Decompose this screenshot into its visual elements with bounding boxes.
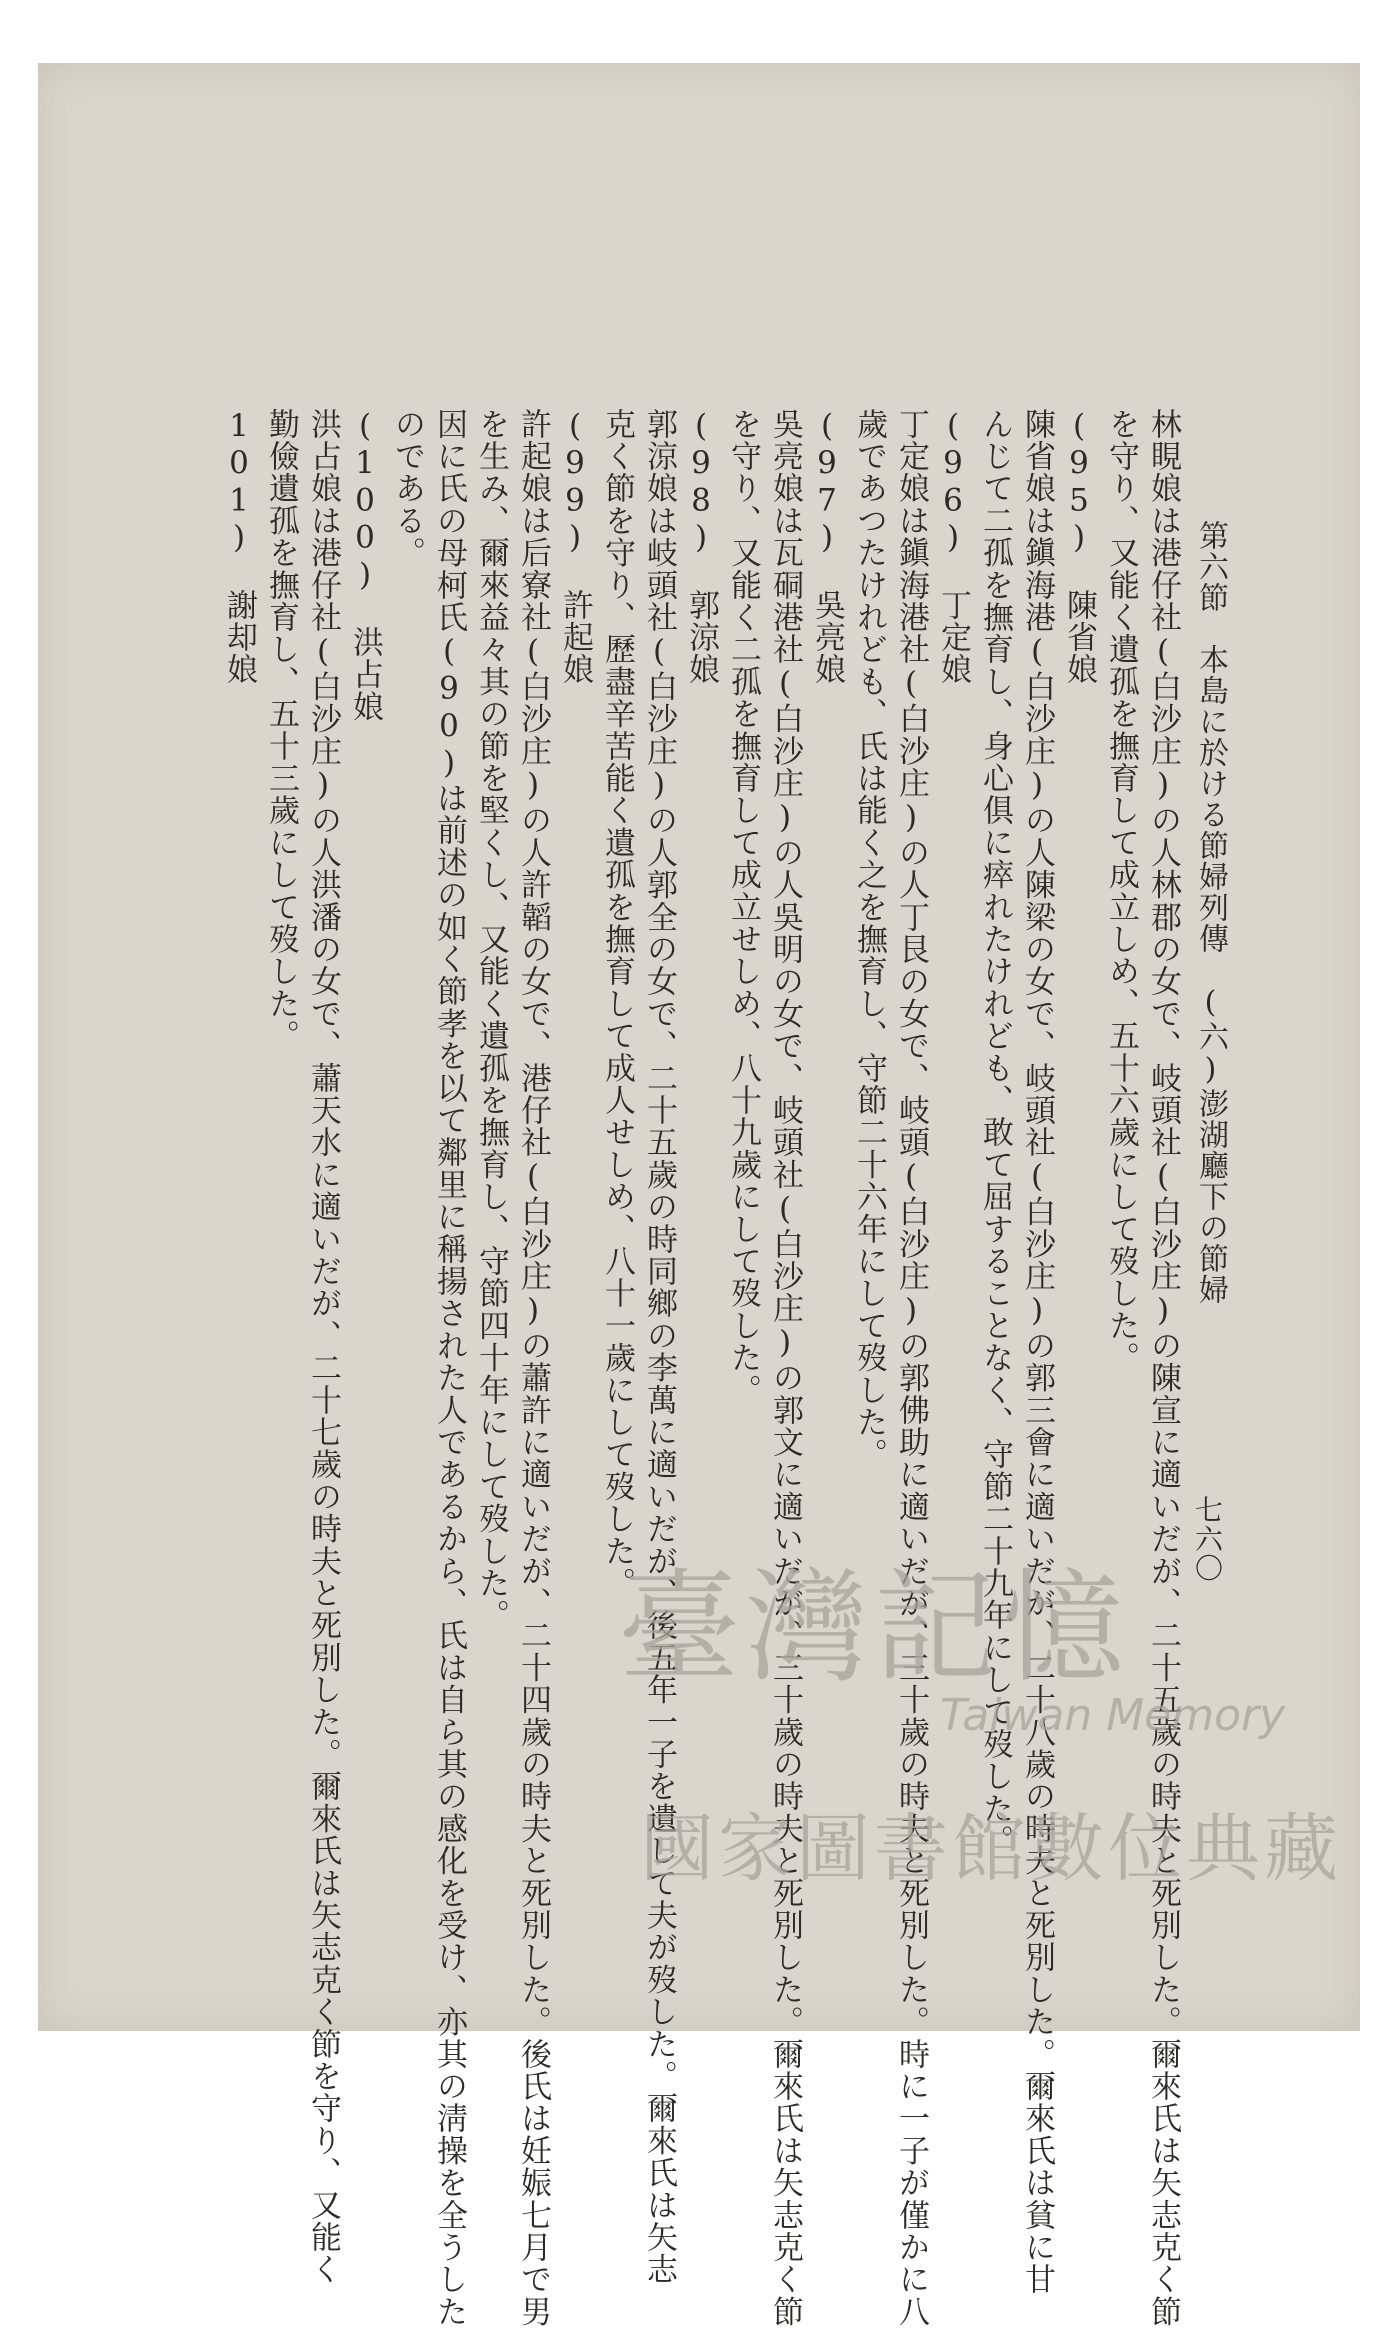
entry-heading: (96) 丁定娘	[935, 408, 971, 686]
text-column: 勤儉遺孤を撫育し、五十三歲にして歿した。	[263, 408, 299, 1052]
text-column: を生み、爾來益々其の節を堅くし、又能く遺孤を撫育し、守節四十年にして歿した。	[473, 408, 509, 1632]
text-column: 郭涼娘は岐頭社(白沙庄)の人郭全の女で、二十五歲の時同鄉の李萬に適いだが、後五年一子を遺して夫が歿した。爾來氏は矢志	[641, 408, 677, 2286]
text-column: のである。	[389, 408, 425, 569]
text-column: 洪占娘は港仔社(白沙庄)の人洪潘の女で、蕭天水に適いだが、二十七歲の時夫と死別した。爾來氏は矢志克く節を守り、又能く	[305, 408, 341, 2286]
running-head: 第六節 本島に於ける節婦列傳 (六)澎湖廳下の節婦	[1193, 520, 1228, 1305]
text-column: を守り、又能く二孤を撫育して成立せしめ、八十九歲にして歿した。	[725, 408, 761, 1407]
entry-heading: (97) 吳亮娘	[809, 408, 845, 686]
entry-heading: 101) 謝却娘	[221, 408, 257, 686]
text-column: 克く節を守り、歷盡辛苦能く遺孤を撫育して成人せしめ、八十一歲にして歿した。	[599, 408, 635, 1600]
watermark-subtitle: 國家圖書館數位典藏	[640, 1806, 1342, 1892]
page-number: 七六〇	[1191, 1495, 1224, 1583]
entry-heading: (95) 陳省娘	[1061, 408, 1097, 686]
text-column: 歲であつたけれども、氏は能く之を撫育し、守節二十六年にして歿した。	[851, 408, 887, 1471]
text-column: 陳省娘は鎭海港(白沙庄)の人陳梁の女で、岐頭社(白沙庄)の郭三會に適いだが、二十八歲の時夫と死別した。爾來氏は貧に甘	[1019, 408, 1055, 2296]
text-column: 因に氏の母柯氏(90)は前述の如く節孝を以て鄰里に稱揚された人であるから、氏は自ら其の感化を受け、亦其の淸操を全うした	[431, 408, 467, 2328]
text-column: 林睍娘は港仔社(白沙庄)の人林郡の女で、岐頭社(白沙庄)の陳宣に適いだが、二十五歲の時夫と死別した。爾來氏は矢志克く節	[1145, 408, 1181, 2328]
entry-heading: (98) 郭涼娘	[683, 408, 719, 686]
text-column: んじて二孤を撫育し、身心俱に瘁れたけれども、敢て屈することなく、守節二十九年にして歿した。	[977, 408, 1013, 1857]
watermark-title: 臺灣記憶	[618, 1557, 1130, 1699]
entry-heading: (100) 洪占娘	[347, 408, 383, 723]
entry-heading: (99) 許起娘	[557, 408, 593, 686]
text-column: 吳亮娘は瓦硐港社(白沙庄)の人吳明の女で、岐頭社(白沙庄)の郭文に適いだが、三十歲の時夫と死別した。爾來氏は矢志克く節	[767, 408, 803, 2328]
text-column: 丁定娘は鎭海港社(白沙庄)の人丁艮の女で、岐頭(白沙庄)の郭佛助に適いだが、三十歲の時夫と死別した。時に一子が僅かに八	[893, 408, 929, 2328]
text-column: を守り、又能く遺孤を撫育して成立しめ、五十六歲にして歿した。	[1103, 408, 1139, 1374]
text-column: 許起娘は后寮社(白沙庄)の人許韜の女で、港仔社(白沙庄)の蕭許に適いだが、二十四歲の時夫と死別した。後氏は妊娠七月で男	[515, 408, 551, 2328]
watermark-english: Taiwan Memory	[940, 1690, 1286, 1741]
